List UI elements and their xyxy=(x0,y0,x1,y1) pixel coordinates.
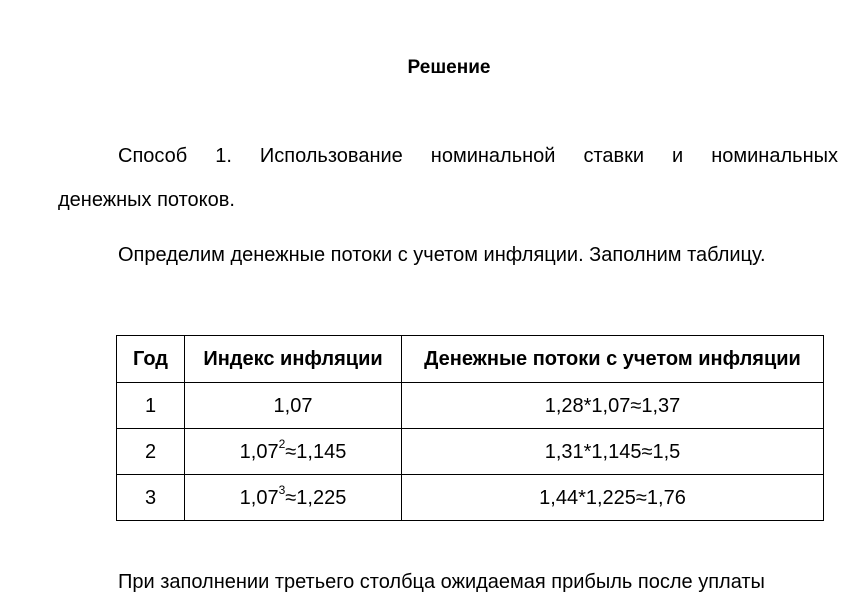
index-result: ≈1,145 xyxy=(285,440,347,463)
header-inflation-index: Индекс инфляции xyxy=(185,336,402,383)
paragraph-continuation: При заполнении третьего столбца ожидаемая прибыль после уплаты xyxy=(118,571,765,593)
header-year: Год xyxy=(117,336,185,383)
paragraph-method-line2: денежных потоков. xyxy=(58,189,235,211)
cell-inflation-index xyxy=(185,429,402,475)
document-title: Решение xyxy=(407,57,491,78)
table-row xyxy=(117,475,824,521)
cell-cash-flow: 1,31*1,145≈1,5 xyxy=(402,429,824,475)
cell-cash-flow: 1,28*1,07≈1,37 xyxy=(402,383,824,429)
cell-inflation-index xyxy=(185,383,402,429)
table-header-row xyxy=(117,336,824,383)
index-result: ≈1,225 xyxy=(285,486,347,509)
index-power: 2 xyxy=(278,436,286,451)
paragraph-intro-table: Определим денежные потоки с учетом инфляции. Заполним таблицу. xyxy=(118,244,766,266)
cell-year: 1 xyxy=(117,383,185,429)
index-power: 3 xyxy=(278,482,286,497)
cell-year: 3 xyxy=(117,475,185,521)
cell-cash-flow: 1,44*1,225≈1,76 xyxy=(402,475,824,521)
cell-inflation-index xyxy=(185,475,402,521)
index-base: 1,07 xyxy=(273,394,313,417)
index-base: 1,07 xyxy=(239,486,279,509)
cell-year: 2 xyxy=(117,429,185,475)
header-cash-flows: Денежные потоки с учетом инфляции xyxy=(402,336,824,383)
index-base: 1,07 xyxy=(239,440,279,463)
inflation-table xyxy=(116,335,824,521)
table-row xyxy=(117,429,824,475)
table-row xyxy=(117,383,824,429)
paragraph-method-line1: Способ 1. Использование номинальной ставки и номинальных xyxy=(118,145,838,167)
